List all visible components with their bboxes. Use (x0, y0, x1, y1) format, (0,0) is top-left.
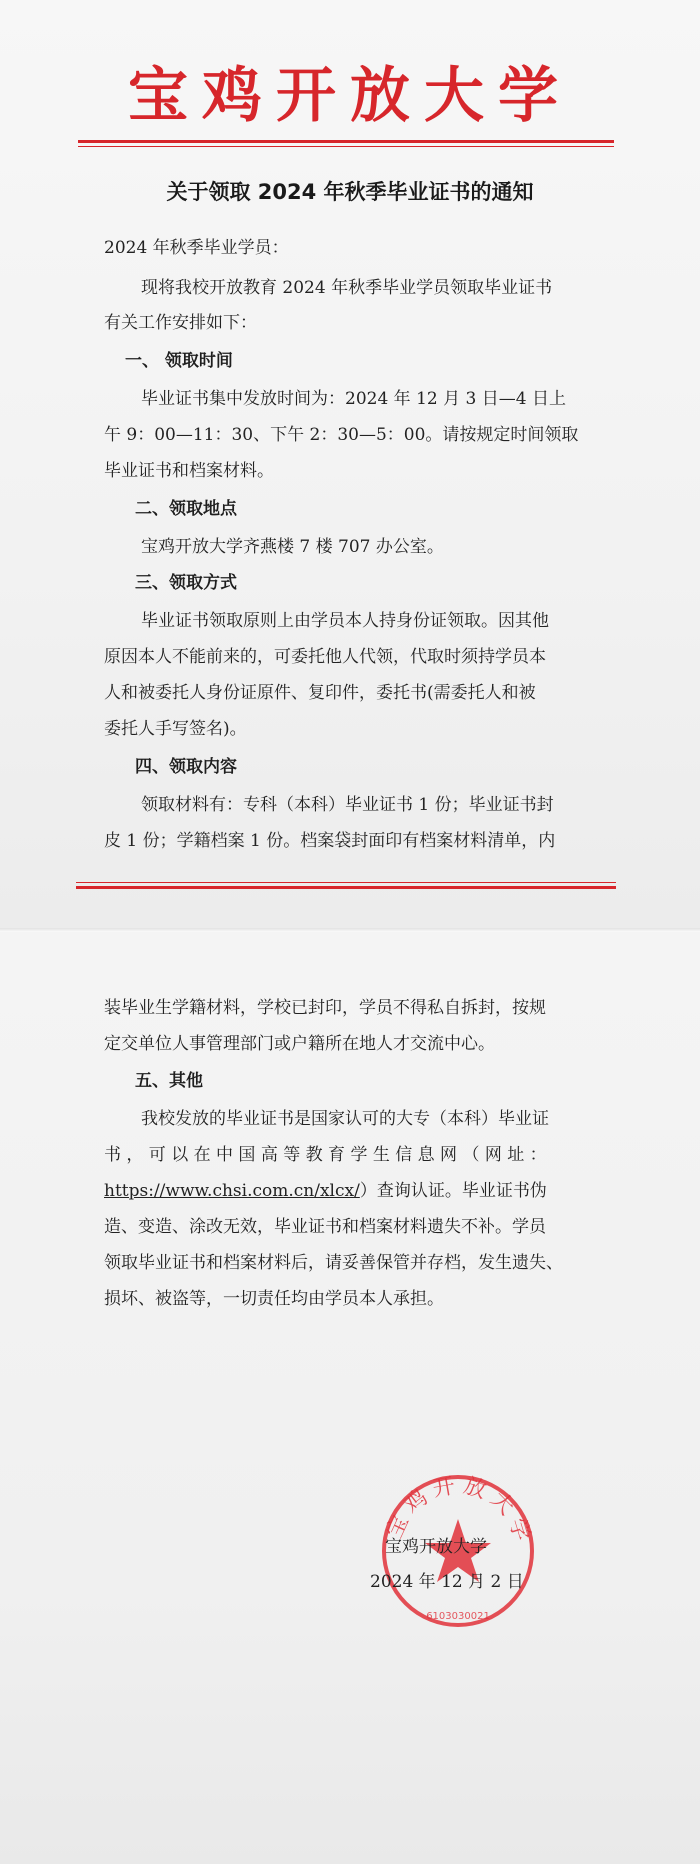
signature-org: 宝鸡开放大学 (385, 1537, 487, 1557)
section-heading-location: 二、领取地点 (135, 499, 237, 519)
time-line-3: 毕业证书和档案材料。 (104, 461, 274, 481)
time-line-2: 午 9：00—11：30、下午 2：30—5：00。请按规定时间领取 (104, 425, 579, 445)
letterhead-red-line (78, 140, 614, 143)
other-line-4: 造、变造、涂改无效，毕业证书和档案材料遗失不补。学员 (104, 1217, 546, 1237)
other-line-5: 领取毕业证书和档案材料后，请妥善保管并存档，发生遗失、 (104, 1253, 563, 1273)
other-line-6: 损坏、被盗等，一切责任均由学员本人承担。 (104, 1289, 444, 1309)
section-heading-content: 四、领取内容 (135, 757, 237, 777)
location-line-1: 宝鸡开放大学齐燕楼 7 楼 707 办公室。 (141, 537, 444, 557)
letterhead-thin-line (78, 146, 614, 147)
footer-red-line (76, 886, 616, 889)
chsi-url-link[interactable]: https://www.chsi.com.cn/xlcx/ (104, 1181, 360, 1201)
time-line-1: 毕业证书集中发放时间为：2024 年 12 月 3 日—4 日上 (141, 389, 566, 409)
method-line-2: 原因本人不能前来的，可委托他人代领，代取时须持学员本 (104, 647, 546, 667)
other-line-2: 书 ， 可 以 在 中 国 高 等 教 育 学 生 信 息 网 （ 网 址 ： (104, 1145, 547, 1165)
letterhead-title: 宝鸡开放大学 (128, 61, 572, 131)
content-line-3: 装毕业生学籍材料，学校已封印，学员不得私自拆封，按规 (104, 998, 546, 1018)
notice-title: 关于领取 2024 年秋季毕业证书的通知 (166, 180, 534, 204)
section-heading-time: 一、 领取时间 (125, 351, 233, 371)
content-line-1: 领取材料有：专科（本科）毕业证书 1 份；毕业证书封 (141, 795, 554, 815)
salutation: 2024 年秋季毕业学员： (104, 238, 289, 258)
other-line-3-text: ）查询认证。毕业证书伪 (359, 1181, 547, 1201)
method-line-3: 人和被委托人身份证原件、复印件，委托书(需委托人和被 (104, 683, 536, 703)
other-line-1: 我校发放的毕业证书是国家认可的大专（本科）毕业证 (141, 1109, 549, 1129)
section-heading-method: 三、领取方式 (135, 573, 237, 593)
page-seam (0, 928, 700, 932)
intro-line-1: 现将我校开放教育 2024 年秋季毕业学员领取毕业证书 (141, 278, 553, 298)
content-line-4: 定交单位人事管理部门或户籍所在地人才交流中心。 (104, 1034, 495, 1054)
section-heading-other: 五、其他 (135, 1071, 203, 1091)
page-bottom (0, 930, 700, 1864)
signature-date: 2024 年 12 月 2 日 (370, 1572, 524, 1592)
footer-thin-line (76, 882, 616, 883)
svg-text:宝鸡开放大学: 宝鸡开放大学 (382, 1472, 536, 1550)
other-line-3 (104, 1176, 547, 1201)
method-line-4: 委托人手写签名)。 (104, 719, 247, 739)
intro-line-2: 有关工作安排如下： (104, 313, 257, 333)
method-line-1: 毕业证书领取原则上由学员本人持身份证领取。因其他 (141, 611, 549, 631)
svg-text:6103030021: 6103030021 (426, 1611, 490, 1622)
content-line-2: 皮 1 份；学籍档案 1 份。档案袋封面印有档案材料清单，内 (104, 831, 556, 851)
